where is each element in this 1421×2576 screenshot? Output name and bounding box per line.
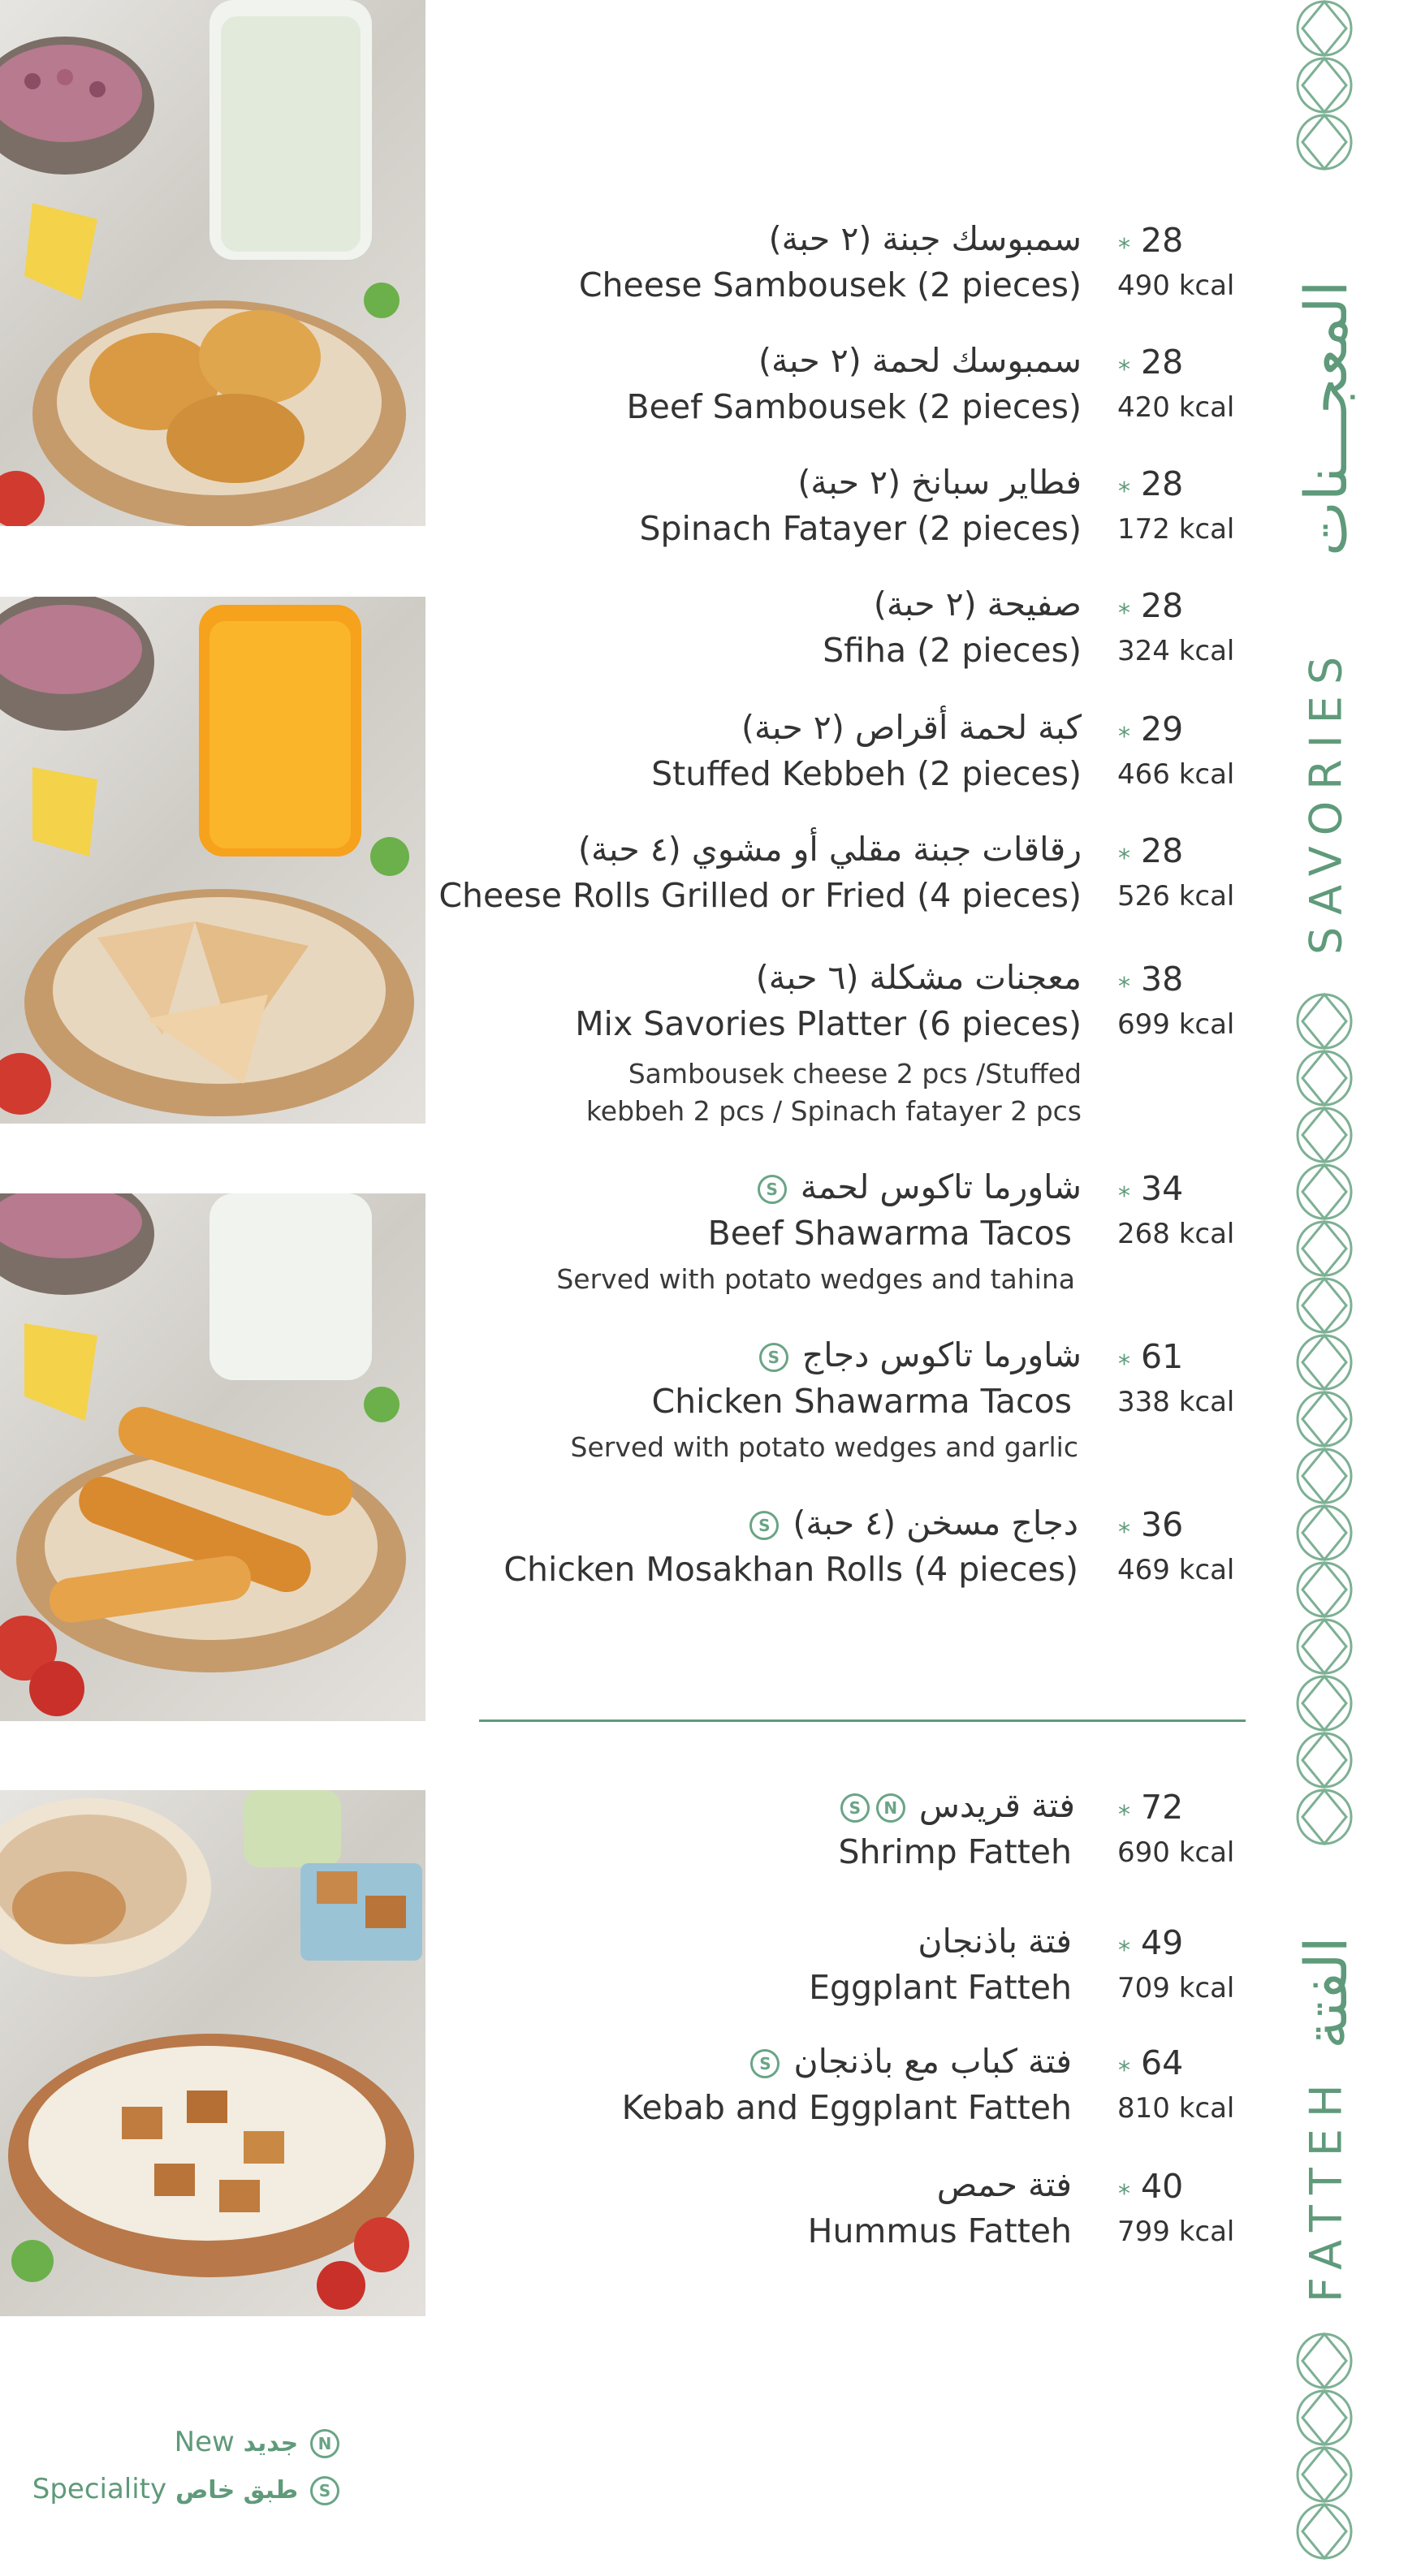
item-description: Served with potato wedges and tahina bbox=[556, 1263, 1075, 1295]
item-price: 28 bbox=[1141, 464, 1184, 503]
price-star-icon: * bbox=[1118, 477, 1130, 506]
section-title-fatteh: FATTEH bbox=[1300, 2073, 1352, 2303]
item-name-arabic: سمبوسك لحمة (٢ حبة) bbox=[758, 341, 1082, 380]
item-price: 38 bbox=[1141, 960, 1184, 999]
ornament-chain-bottom bbox=[1296, 2328, 1353, 2572]
item-name-arabic bbox=[746, 1504, 1078, 1543]
item-price: 28 bbox=[1141, 831, 1184, 870]
item-name-arabic: فطاير سبانخ (٢ حبة) bbox=[797, 463, 1082, 502]
item-name-arabic: معجنات مشكلة (٦ حبة) bbox=[755, 958, 1082, 997]
item-name-english: Cheese Rolls Grilled or Fried (4 pieces) bbox=[438, 876, 1082, 915]
photo-cheese-sambousek bbox=[0, 0, 425, 526]
item-name-english: Stuffed Kebbeh (2 pieces) bbox=[651, 754, 1082, 793]
price-star-icon: * bbox=[1118, 1936, 1130, 1965]
section-title-savories: SAVORIES bbox=[1300, 645, 1352, 955]
section-title-savories-arabic: المعجـــنات bbox=[1292, 280, 1360, 556]
price-star-icon: * bbox=[1118, 2180, 1130, 2208]
item-name-arabic: صفيحة (٢ حبة) bbox=[873, 585, 1082, 624]
speciality-badge-icon: S bbox=[758, 1175, 787, 1204]
price-star-icon: * bbox=[1118, 844, 1130, 873]
item-name-arabic-text: فتة قريدس bbox=[918, 1786, 1075, 1825]
legend-new bbox=[175, 2426, 343, 2458]
legend-new-label-en: New bbox=[174, 2426, 235, 2458]
price-star-icon: * bbox=[1118, 1182, 1130, 1210]
section-divider bbox=[479, 1719, 1246, 1722]
item-calories: 338 kcal bbox=[1117, 1386, 1235, 1418]
item-name-english: Chicken Mosakhan Rolls (4 pieces) bbox=[503, 1550, 1078, 1589]
item-description: Sambousek cheese 2 pcs /Stuffed kebbeh 2 pcs / Spinach fatayer 2 pcs bbox=[585, 1058, 1082, 1127]
photo-fatayer-juice bbox=[0, 597, 425, 1124]
item-calories: 469 kcal bbox=[1117, 1554, 1235, 1586]
item-price: 49 bbox=[1141, 1923, 1184, 1962]
item-calories: 324 kcal bbox=[1117, 635, 1235, 667]
item-name-arabic bbox=[754, 1167, 1082, 1206]
item-name-english: Sfiha (2 pieces) bbox=[823, 631, 1082, 670]
speciality-badge-icon: S bbox=[840, 1793, 870, 1823]
price-star-icon: * bbox=[1118, 1518, 1130, 1547]
item-calories: 799 kcal bbox=[1117, 2216, 1235, 2248]
item-calories: 268 kcal bbox=[1117, 1218, 1235, 1250]
item-name-arabic: رقاقات جبنة مقلي أو مشوي (٤ حبة) bbox=[577, 830, 1082, 869]
item-name-arabic: كبة لحمة أقراص (٢ حبة) bbox=[741, 708, 1082, 747]
legend-new-label-ar: جديد bbox=[243, 2429, 299, 2457]
item-calories: 420 kcal bbox=[1117, 391, 1235, 424]
item-name-english: Mix Savories Platter (6 pieces) bbox=[575, 1004, 1082, 1043]
new-badge-icon: N bbox=[310, 2429, 339, 2458]
item-name-english: Shrimp Fatteh bbox=[838, 1832, 1072, 1871]
item-price: 61 bbox=[1141, 1337, 1184, 1376]
item-name-english: Hummus Fatteh bbox=[807, 2211, 1072, 2250]
price-star-icon: * bbox=[1118, 1801, 1130, 1829]
item-name-arabic-text: شاورما تاكوس لحمة bbox=[800, 1167, 1082, 1206]
item-name-arabic bbox=[756, 1335, 1082, 1374]
photo-fatteh bbox=[0, 1790, 425, 2316]
price-star-icon: * bbox=[1118, 234, 1130, 262]
item-name-arabic: سمبوسك جبنة (٢ حبة) bbox=[768, 219, 1082, 258]
item-name-arabic bbox=[747, 2042, 1072, 2081]
ornament-chain-middle bbox=[1296, 989, 1353, 1882]
item-price: 40 bbox=[1141, 2167, 1184, 2206]
item-name-english: Beef Shawarma Tacos bbox=[707, 1214, 1072, 1253]
item-calories: 490 kcal bbox=[1117, 270, 1235, 302]
item-name-arabic-text: فتة كباب مع باذنجان bbox=[793, 2042, 1072, 2081]
item-name-english: Spinach Fatayer (2 pieces) bbox=[639, 509, 1082, 548]
speciality-badge-icon: S bbox=[750, 2049, 780, 2078]
item-price: 28 bbox=[1141, 343, 1184, 382]
item-price: 28 bbox=[1141, 586, 1184, 625]
speciality-badge-icon: S bbox=[310, 2476, 339, 2505]
speciality-badge-icon: S bbox=[749, 1511, 779, 1540]
item-name-english: Chicken Shawarma Tacos bbox=[651, 1382, 1072, 1421]
price-star-icon: * bbox=[1118, 723, 1130, 751]
item-name-english: Beef Sambousek (2 pieces) bbox=[626, 387, 1082, 426]
legend-speciality-label-en: Speciality bbox=[32, 2473, 167, 2505]
price-star-icon: * bbox=[1118, 2056, 1130, 2085]
item-name-arabic bbox=[837, 1786, 1075, 1825]
item-price: 72 bbox=[1141, 1788, 1184, 1827]
item-price: 29 bbox=[1141, 710, 1184, 749]
item-name-arabic-text: شاورما تاكوس دجاج bbox=[801, 1335, 1082, 1374]
legend-speciality bbox=[32, 2473, 343, 2505]
new-badge-icon: N bbox=[876, 1793, 905, 1823]
item-name-english: Cheese Sambousek (2 pieces) bbox=[578, 265, 1082, 304]
item-calories: 690 kcal bbox=[1117, 1836, 1235, 1869]
price-star-icon: * bbox=[1118, 973, 1130, 1001]
item-calories: 466 kcal bbox=[1117, 758, 1235, 791]
item-name-arabic: فتة باذنجان bbox=[918, 1922, 1072, 1961]
item-name-english: Kebab and Eggplant Fatteh bbox=[621, 2088, 1072, 2127]
photo-shawarma-rolls bbox=[0, 1193, 425, 1721]
item-price: 34 bbox=[1141, 1169, 1184, 1208]
item-name-arabic: فتة حمص bbox=[936, 2165, 1072, 2204]
item-calories: 709 kcal bbox=[1117, 1972, 1235, 2004]
ornament-chain-top bbox=[1296, 0, 1353, 179]
item-name-arabic-text: دجاج مسخن (٤ حبة) bbox=[793, 1504, 1078, 1543]
item-price: 36 bbox=[1141, 1505, 1184, 1544]
item-price: 28 bbox=[1141, 221, 1184, 260]
item-calories: 526 kcal bbox=[1117, 880, 1235, 913]
section-title-fatteh-arabic: الفتة bbox=[1292, 1936, 1360, 2050]
item-calories: 172 kcal bbox=[1117, 513, 1235, 546]
item-calories: 699 kcal bbox=[1117, 1008, 1235, 1041]
price-star-icon: * bbox=[1118, 1350, 1130, 1379]
item-calories: 810 kcal bbox=[1117, 2092, 1235, 2125]
speciality-badge-icon: S bbox=[759, 1343, 788, 1372]
item-name-english: Eggplant Fatteh bbox=[809, 1968, 1072, 2007]
price-star-icon: * bbox=[1118, 356, 1130, 384]
item-price: 64 bbox=[1141, 2043, 1184, 2082]
price-star-icon: * bbox=[1118, 599, 1130, 628]
legend-speciality-label-ar: طبق خاص bbox=[175, 2476, 299, 2505]
item-description: Served with potato wedges and garlic bbox=[570, 1431, 1078, 1463]
